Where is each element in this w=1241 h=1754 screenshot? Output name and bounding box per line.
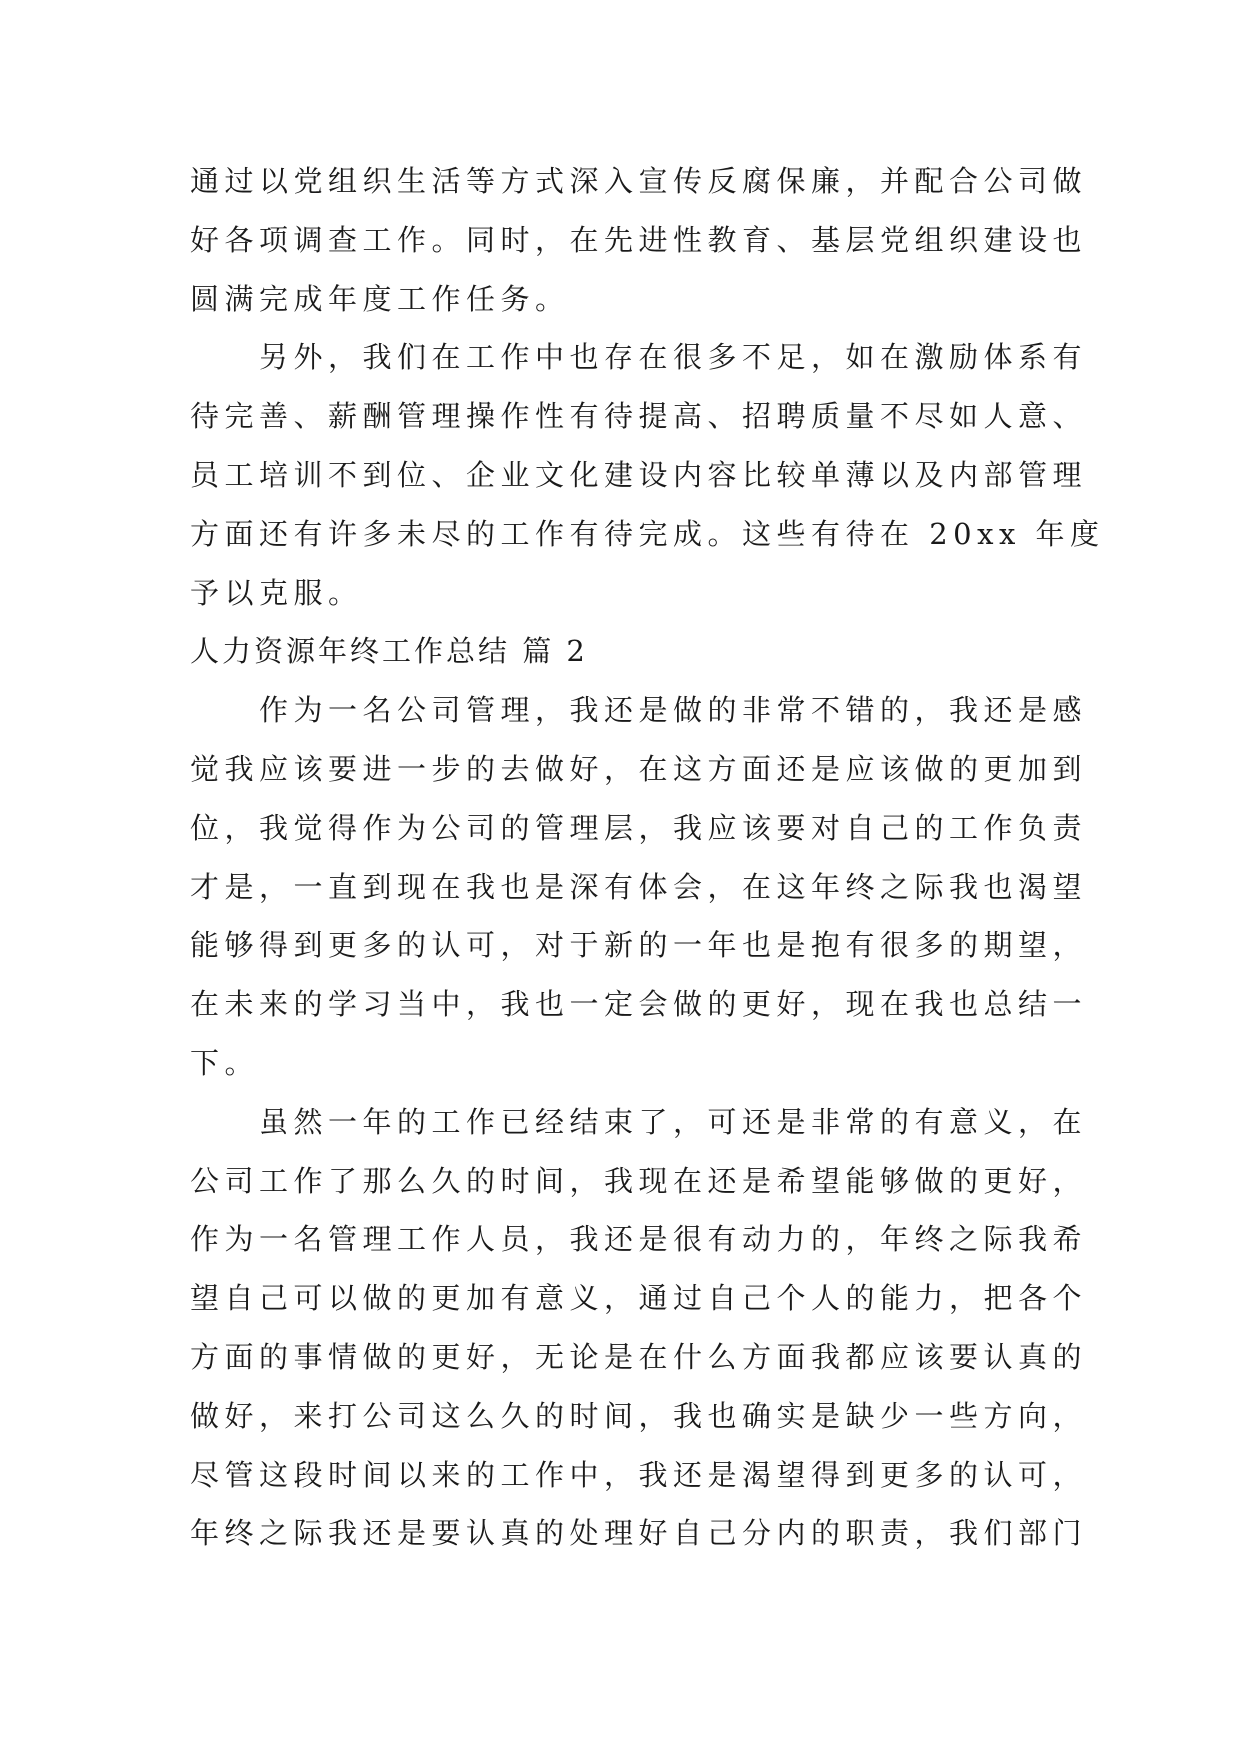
body-line: 方面还有许多未尽的工作有待完成。这些有待在 20xx 年度 [190,516,1105,551]
body-line: 能够得到更多的认可，对于新的一年也是抱有很多的期望， [190,928,1088,963]
body-line: 下。 [190,1045,260,1080]
body-line: 好各项调查工作。同时，在先进性教育、基层党组织建设也 [190,222,1088,257]
section-heading: 人力资源年终工作总结 篇 2 [190,634,588,669]
body-line: 待完善、薪酬管理操作性有待提高、招聘质量不尽如人意、 [190,399,1088,434]
body-line: 觉我应该要进一步的去做好，在这方面还是应该做的更加到 [190,751,1088,786]
document-body [190,152,1105,1563]
body-line: 方面的事情做的更好，无论是在什么方面我都应该要认真的 [190,1339,1088,1374]
body-line: 年终之际我还是要认真的处理好自己分内的职责，我们部门 [190,1516,1088,1551]
body-line: 才是，一直到现在我也是深有体会，在这年终之际我也渴望 [190,869,1088,904]
body-line: 公司工作了那么久的时间，我现在还是希望能够做的更好， [190,1163,1088,1198]
body-line: 做好，来打公司这么久的时间，我也确实是缺少一些方向， [190,1398,1088,1433]
body-line: 望自己可以做的更加有意义，通过自己个人的能力，把各个 [190,1281,1088,1316]
body-line: 尽管这段时间以来的工作中，我还是渴望得到更多的认可， [190,1457,1088,1492]
paragraph-first-line: 虽然一年的工作已经结束了，可还是非常的有意义，在 [259,1104,1088,1139]
paragraph-first-line: 作为一名公司管理，我还是做的非常不错的，我还是感 [259,693,1088,728]
paragraph-first-line: 另外，我们在工作中也存在很多不足，如在激励体系有 [259,340,1088,375]
body-line: 员工培训不到位、企业文化建设内容比较单薄以及内部管理 [190,457,1088,492]
body-line: 作为一名管理工作人员，我还是很有动力的，年终之际我希 [190,1222,1088,1257]
body-line: 在未来的学习当中，我也一定会做的更好，现在我也总结一 [190,987,1088,1022]
body-line: 圆满完成年度工作任务。 [190,281,570,316]
body-line: 位，我觉得作为公司的管理层，我应该要对自己的工作负责 [190,810,1088,845]
body-line: 通过以党组织生活等方式深入宣传反腐保廉，并配合公司做 [190,164,1088,198]
body-line: 予以克服。 [190,575,363,610]
